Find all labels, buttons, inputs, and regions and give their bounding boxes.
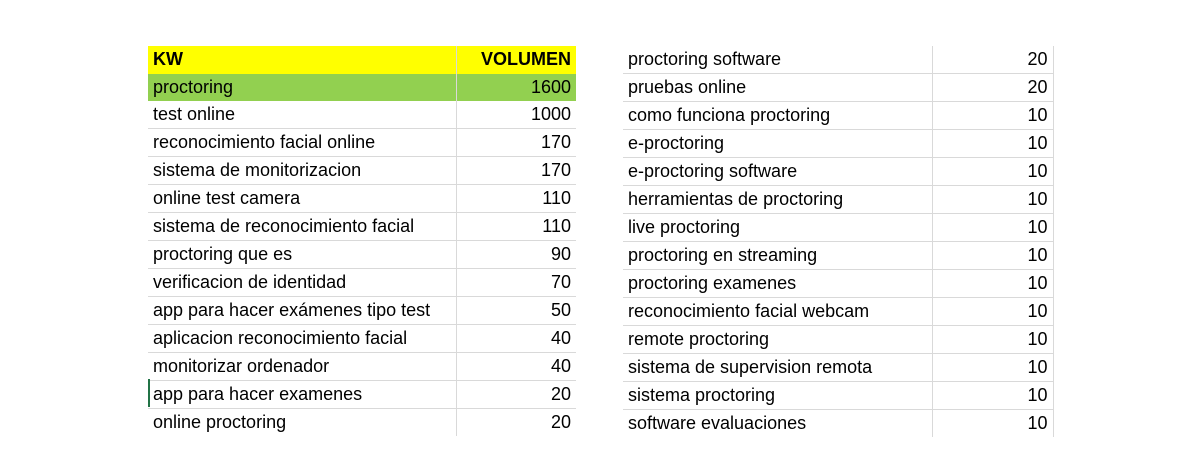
volume-cell[interactable]: 1000 (456, 101, 576, 129)
table-row (148, 381, 576, 409)
volume-cell[interactable]: 110 (456, 213, 576, 241)
keyword-cell[interactable]: online proctoring (153, 412, 287, 433)
header-volumen-cell[interactable]: VOLUMEN (456, 46, 576, 74)
volume-cell[interactable]: 20 (456, 409, 576, 437)
table-row (623, 102, 1053, 130)
table-row (148, 157, 576, 185)
keyword-cell[interactable]: monitorizar ordenador (148, 353, 456, 381)
table-row (148, 129, 576, 157)
keyword-cell[interactable]: reconocimiento facial online (148, 129, 456, 157)
keyword-cell[interactable]: app para hacer exámenes tipo test (148, 297, 456, 325)
table-row (623, 46, 1053, 74)
volume-cell[interactable]: 90 (456, 241, 576, 269)
table-row (148, 185, 576, 213)
volume-cell[interactable]: 170 (456, 157, 576, 185)
keyword-table-right (623, 46, 1054, 437)
keyword-cell[interactable]: como funciona proctoring (623, 102, 932, 130)
table-row (623, 74, 1053, 102)
table-row (623, 410, 1053, 438)
keyword-cell[interactable]: sistema de monitorizacion (148, 157, 456, 185)
keyword-cell[interactable]: verificacion de identidad (148, 269, 456, 297)
volume-cell[interactable]: 10 (932, 102, 1053, 130)
keyword-cell[interactable]: test online (148, 101, 456, 129)
table-row (148, 241, 576, 269)
volume-cell[interactable]: 20 (932, 74, 1053, 102)
keyword-cell[interactable]: proctoring software (623, 46, 932, 74)
volume-cell[interactable]: 20 (932, 46, 1053, 74)
volume-cell[interactable]: 10 (932, 158, 1053, 186)
keyword-cell[interactable]: live proctoring (623, 214, 932, 242)
volume-cell[interactable]: 20 (456, 381, 576, 409)
keyword-cell[interactable]: proctoring que es (148, 241, 456, 269)
keyword-cell[interactable]: e-proctoring (623, 130, 932, 158)
volume-cell[interactable]: 50 (456, 297, 576, 325)
keyword-cell[interactable]: proctoring (148, 74, 456, 102)
volume-cell[interactable]: 10 (932, 186, 1053, 214)
keyword-table-left (148, 46, 576, 436)
table-row (623, 158, 1053, 186)
keyword-cell[interactable]: sistema proctoring (623, 382, 932, 410)
keyword-cell[interactable]: proctoring en streaming (623, 242, 932, 270)
table-row (623, 382, 1053, 410)
keyword-cell[interactable]: aplicacion reconocimiento facial (148, 325, 456, 353)
header-row (148, 46, 576, 74)
keyword-cell[interactable]: software evaluaciones (628, 413, 807, 434)
table-row (148, 74, 576, 102)
keyword-cell[interactable]: online test camera (148, 185, 456, 213)
table-row (623, 298, 1053, 326)
volume-cell[interactable]: 10 (932, 410, 1053, 438)
volume-cell[interactable]: 1600 (456, 74, 576, 102)
volume-cell[interactable]: 70 (456, 269, 576, 297)
volume-cell[interactable]: 110 (456, 185, 576, 213)
keyword-cell[interactable]: remote proctoring (623, 326, 932, 354)
volume-cell[interactable]: 40 (456, 353, 576, 381)
volume-cell[interactable]: 10 (932, 130, 1053, 158)
table-row (148, 325, 576, 353)
volume-cell[interactable]: 10 (932, 354, 1053, 382)
table-row (148, 101, 576, 129)
volume-cell[interactable]: 10 (932, 298, 1053, 326)
table-row (148, 353, 576, 381)
keyword-cell[interactable]: sistema de supervision remota (623, 354, 932, 382)
keyword-cell[interactable]: pruebas online (623, 74, 932, 102)
table-row (623, 270, 1053, 298)
table-row (623, 354, 1053, 382)
keyword-cell[interactable]: e-proctoring software (623, 158, 932, 186)
table-row (148, 269, 576, 297)
volume-cell[interactable]: 170 (456, 129, 576, 157)
table-row (148, 213, 576, 241)
volume-cell[interactable]: 10 (932, 270, 1053, 298)
table-row (148, 409, 576, 437)
table-row (623, 326, 1053, 354)
active-cell-indicator (148, 379, 150, 407)
volume-cell[interactable]: 10 (932, 382, 1053, 410)
keyword-cell[interactable]: reconocimiento facial webcam (623, 298, 932, 326)
volume-cell[interactable]: 10 (932, 214, 1053, 242)
volume-cell[interactable]: 40 (456, 325, 576, 353)
table-row (623, 214, 1053, 242)
table-row (148, 297, 576, 325)
table-row (623, 242, 1053, 270)
header-kw-cell[interactable]: KW (148, 46, 456, 74)
table-row (623, 130, 1053, 158)
table-row (623, 186, 1053, 214)
volume-cell[interactable]: 10 (932, 242, 1053, 270)
keyword-cell[interactable]: app para hacer examenes (148, 381, 456, 409)
keyword-cell[interactable]: herramientas de proctoring (623, 186, 932, 214)
volume-cell[interactable]: 10 (932, 326, 1053, 354)
keyword-cell[interactable]: sistema de reconocimiento facial (148, 213, 456, 241)
keyword-cell[interactable]: proctoring examenes (623, 270, 932, 298)
